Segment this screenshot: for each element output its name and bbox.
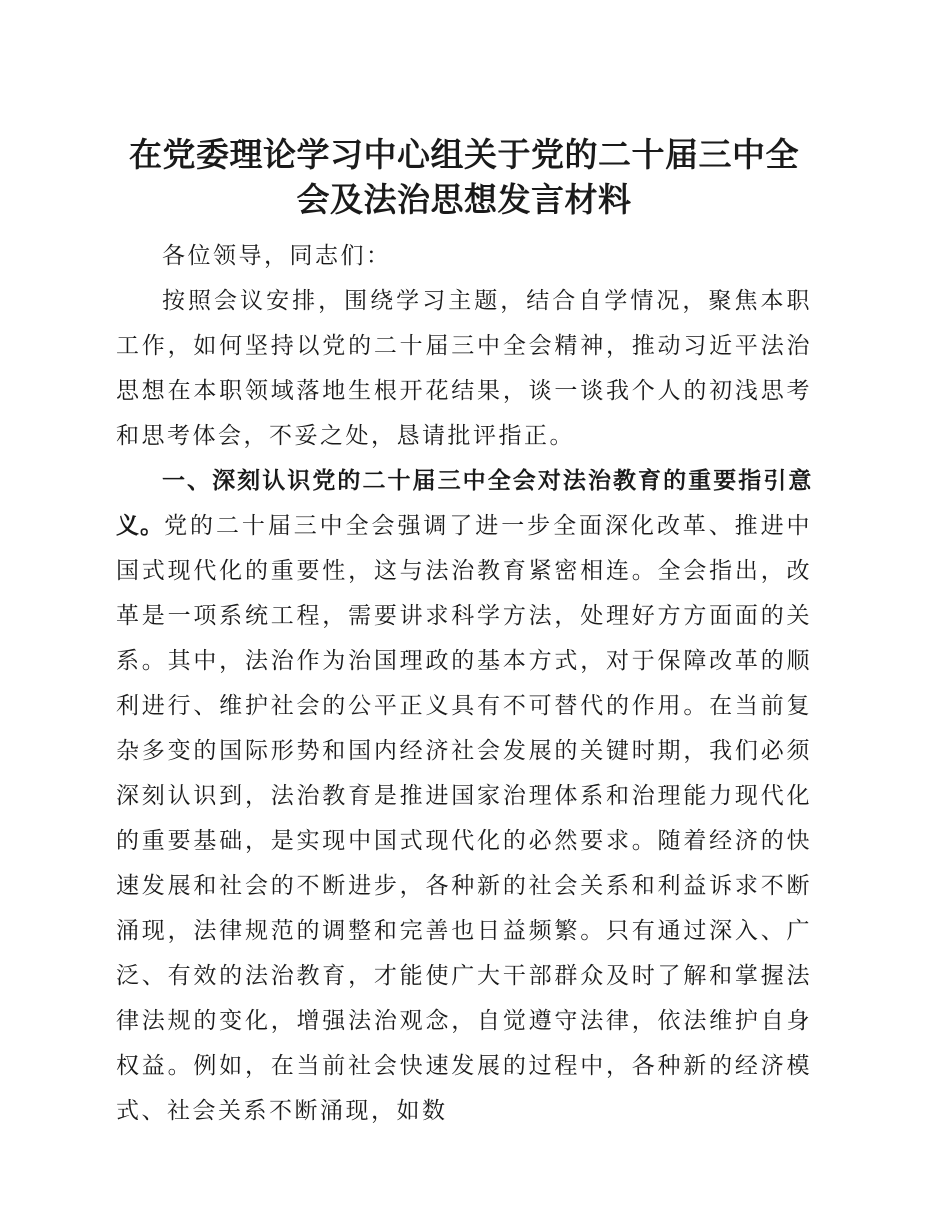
title-line-1: 在党委理论学习中心组关于党的二十届三中全 xyxy=(129,135,799,174)
document-body xyxy=(116,234,812,1134)
salutation: 各位领导，同志们： xyxy=(162,243,392,269)
title-line-2: 会及法治思想发言材料 xyxy=(296,180,632,219)
section-1-heading: 一、深刻认识党的二十届三中全会对法治教育的重要指引意义。 xyxy=(116,468,812,539)
section-1-body: 党的二十届三中全会强调了进一步全面深化改革、推进中国式现代化的重要性，这与法治教育紧密相连。全会指出，改革是一项系统工程，需要讲求科学方法，处理好方方面面的关系。其中，法治作为治国理政的基本方式，对于保障改革的顺利进行、维护社会的公平正义具有不可替代的作用。在当前复杂多变的国际形势和国内经济社会发展的关键时期，我们必须深刻认识到，法治教育是推进国家治理体系和治理能力现代化的重要基础，是实现中国式现代化的必然要求。随着经济的快速发展和社会的不断进步，各种新的社会关系和利益诉求不断涌现，法律规范的调整和完善也日益频繁。只有通过深入、广泛、有效的法治教育，才能使广大干部群众及时了解和掌握法律法规的变化，增强法治观念，自觉遵守法律，依法维护自身权益。例如，在当前社会快速发展的过程中，各种新的经济模式、社会关系不断涌现，如数 xyxy=(116,513,813,1124)
section-1-paragraph xyxy=(116,459,812,1134)
document-page xyxy=(116,132,812,1134)
document-title xyxy=(116,132,812,222)
intro-paragraph: 按照会议安排，围绕学习主题，结合自学情况，聚焦本职工作，如何坚持以党的二十届三中全会精神，推动习近平法治思想在本职领域落地生根开花结果，谈一谈我个人的初浅思考和思考体会，不妥之处，恳请批评指正。 xyxy=(116,288,812,449)
